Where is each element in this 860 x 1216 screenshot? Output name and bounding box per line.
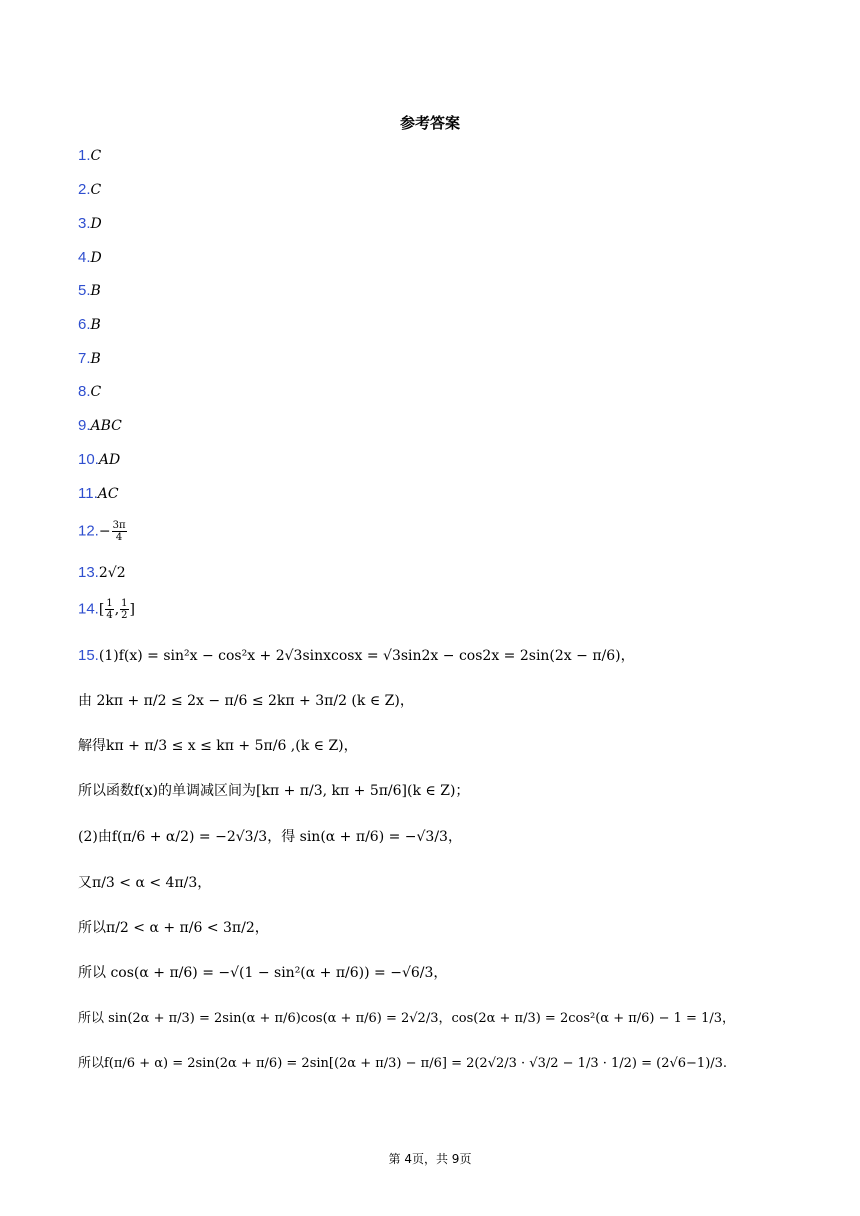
bracket-open: [ (98, 601, 105, 618)
answer-value: AD (98, 452, 121, 468)
answer-value: D (90, 250, 102, 266)
solution-line: 所以 cos(α + π/6) = −√(1 − sin²(α + π/6)) = −√6/3， (78, 965, 448, 981)
page-footer: 第 4页，共 9页 (388, 1152, 472, 1166)
answer-13 (78, 563, 126, 583)
page-title: 参考答案 (399, 114, 460, 132)
solution-line: 所以f(π/6 + α) = 2sin(2α + π/6) = 2sin[(2α + π/3) − π/6] = 2(2√2/3 · √3/2 − 1/3 · 1/2) = (2√6−1)/3. (78, 1056, 728, 1071)
fraction (105, 598, 113, 621)
denominator: 4 (106, 610, 113, 621)
answer-4 (78, 248, 102, 268)
answer-8 (78, 382, 101, 402)
answer-6 (78, 315, 101, 335)
answer-value: AC (97, 486, 119, 502)
answer-value: B (90, 283, 101, 299)
denominator: 4 (115, 532, 123, 543)
numerator: 1 (106, 598, 113, 609)
question-number: 15. (78, 647, 99, 664)
question-number: 9. (78, 417, 91, 434)
answer-value: B (90, 317, 101, 333)
solution-line: (2)由f(π/6 + α/2) = −2√3/3，得 sin(α + π/6) = −√3/3， (78, 829, 462, 845)
bracket-close: ] (129, 601, 135, 618)
numerator: 1 (121, 598, 128, 609)
question-number: 1. (78, 147, 91, 164)
minus-sign: − (98, 523, 111, 540)
solution-text: (1)f(x) = sin²x − cos²x + 2√3sinxcosx = √3sin2x − cos2x = 2sin(2x − π/6)， (98, 648, 635, 664)
question-number: 12. (78, 522, 99, 540)
answer-value: C (90, 182, 102, 198)
answer-12 (78, 520, 128, 543)
solution-line: 解得kπ + π/3 ≤ x ≤ kπ + 5π/6 ,(k ∈ Z)， (78, 738, 358, 754)
solution-line: 又π/3 < α < 4π/3， (78, 875, 212, 891)
answer-2 (78, 180, 101, 200)
question-number: 14. (78, 600, 99, 618)
answer-value: C (90, 384, 102, 400)
question-number: 8. (78, 383, 91, 400)
question-number: 13. (78, 564, 99, 581)
question-number: 10. (78, 451, 99, 468)
question-number: 2. (78, 181, 91, 198)
question-number: 6. (78, 316, 91, 333)
question-number: 11. (78, 485, 98, 502)
answer-value: C (90, 148, 102, 164)
solution-line: 所以 sin(2α + π/3) = 2sin(α + π/6)cos(α + π/6) = 2√2/3，cos(2α + π/3) = 2cos²(α + π/6) − 1 = 1/3， (78, 1011, 735, 1026)
question-number: 3. (78, 215, 91, 232)
question-number: 5. (78, 282, 91, 299)
answer-9 (78, 416, 122, 436)
answer-11 (78, 484, 119, 504)
solution-line: 所以π/2 < α + π/6 < 3π/2， (78, 920, 269, 936)
fraction (120, 598, 128, 621)
denominator: 2 (121, 610, 128, 621)
answer-7 (78, 349, 101, 369)
answer-value: 2√2 (98, 565, 126, 581)
answer-3 (78, 214, 102, 234)
answer-1 (78, 146, 101, 166)
answer-5 (78, 281, 101, 301)
fraction (112, 520, 127, 543)
answer-value: ABC (90, 418, 122, 434)
numerator: 3π (112, 520, 126, 531)
answer-14 (78, 598, 135, 621)
solution-line: 所以函数f(x)的单调减区间为[kπ + π/3, kπ + 5π/6](k ∈ Z)； (78, 783, 470, 799)
question-number: 7. (78, 350, 91, 367)
question-number: 4. (78, 249, 91, 266)
solution-line (78, 645, 635, 667)
separator: , (114, 601, 120, 618)
solution-line: 由 2kπ + π/2 ≤ 2x − π/6 ≤ 2kπ + 3π/2 (k ∈ Z)， (78, 693, 414, 709)
answer-value: B (90, 351, 101, 367)
answer-10 (78, 450, 120, 470)
answer-value: D (90, 216, 102, 232)
